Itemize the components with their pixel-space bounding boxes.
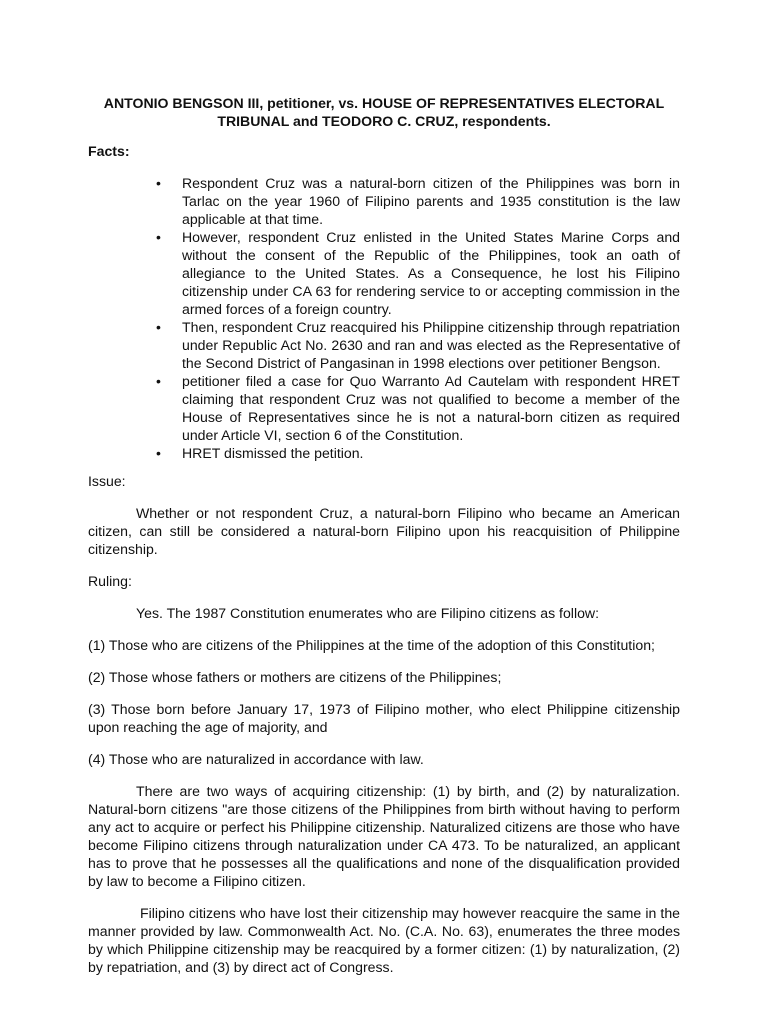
document-page — [88, 94, 680, 990]
fact-item: • However, respondent Cruz enlisted in the United States Marine Corps and without the consent of the Republic of the Philippines, took an oath of allegiance to the United States. As a Consequence, he lost his Filipino citizenship under CA 63 for rendering service to or accepting commission in the armed forces of a foreign country. — [182, 228, 680, 318]
issue-text: Whether or not respondent Cruz, a natural-born Filipino who became an American citizen, can still be considered a natural-born Filipino upon his reacquisition of Philippine citizenship. — [88, 505, 680, 557]
fact-item: • petitioner filed a case for Quo Warranto Ad Cautelam with respondent HRET claiming that respondent Cruz was not qualified to become a member of the House of Representatives since he is not a natural-born citizen as required under Article VI, section 6 of the Constitution. — [182, 372, 680, 444]
ruling-heading: Ruling: — [88, 573, 132, 589]
case-title: ANTONIO BENGSON III, petitioner, vs. HOUSE OF REPRESENTATIVES ELECTORAL TRIBUNAL and TEODORO C. CRUZ, respondents. — [103, 95, 665, 129]
enumeration-item: (1) Those who are citizens of the Philippines at the time of the adoption of this Constitution; — [88, 637, 655, 653]
facts-heading: Facts: — [88, 143, 130, 159]
reacquisition-paragraph: Filipino citizens who have lost their citizenship may however reacquire the same in the manner provided by law. Commonwealth Act. No. (C.A. No. 63), enumerates the three modes by which Philippine citizenship may be reacquired by a former citizen: (1) by naturalization, (2) by repatriation, and (3) by direct act of Congress. — [88, 905, 680, 975]
fact-item: • Respondent Cruz was a natural-born citizen of the Philippines was born in Tarlac on the year 1960 of Filipino parents and 1935 constitution is the law applicable at that time. — [182, 174, 680, 228]
enumeration-item: (3) Those born before January 17, 1973 of Filipino mother, who elect Philippine citizenship upon reaching the age of majority, and — [88, 701, 680, 735]
enumeration-item: (2) Those whose fathers or mothers are citizens of the Philippines; — [88, 669, 502, 685]
enumeration-item: (4) Those who are naturalized in accordance with law. — [88, 751, 424, 767]
issue-heading: Issue: — [88, 473, 126, 489]
ruling-intro: Yes. The 1987 Constitution enumerates who are Filipino citizens as follow: — [136, 605, 600, 621]
fact-item: • Then, respondent Cruz reacquired his Philippine citizenship through repatriation under Republic Act No. 2630 and ran and was elected as the Representative of the Second District of Pangasinan in 1998 elections over petitioner Bengson. — [182, 318, 680, 372]
citizenship-ways-paragraph: There are two ways of acquiring citizenship: (1) by birth, and (2) by naturalization. Natural-born citizens "are those citizens of the Philippines from birth without having to perform any act to acquire or perfect his Philippine citizenship. Naturalized citizens are those who have become Filipino citizens through naturalization under CA 473. To be naturalized, an applicant has to prove that he possesses all the qualifications and none of the disqualification provided by law to become a Filipino citizen. — [88, 783, 680, 889]
facts-list — [88, 174, 680, 462]
fact-item: • HRET dismissed the petition. — [182, 444, 680, 462]
